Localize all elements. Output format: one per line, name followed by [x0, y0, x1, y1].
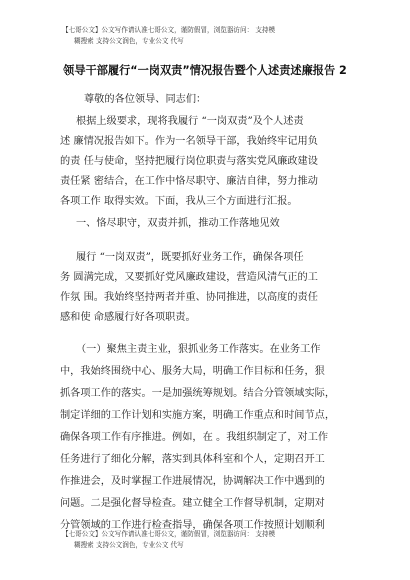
banner-line: 【七哥公文】公文写作请认准七哥公文，谨防假冒，浏览器访问： 支持模	[62, 530, 276, 538]
section-heading: 一、恪尽职守，双责并抓，推动工作落地见效	[76, 218, 280, 229]
document-title: 领导干部履行“一岗双责”情况报告暨个人述责述廉报告 2	[63, 64, 347, 77]
paragraph-line: 根据上级要求，现将我履行 “一岗双责”及个人述责	[76, 116, 304, 127]
paragraph-line: 作氛 围。我始终坚持两者并重、协同推进，以高度的责任	[60, 292, 318, 303]
paragraph-line: 责任紧 密结合，在工作中恪尽职守、廉洁自律，努力推动	[60, 176, 318, 187]
watermark-banner-top	[62, 25, 362, 47]
paragraph-line: 制定详细的工作计划和实施方案，明确工作重点和时间节点，	[60, 410, 336, 421]
paragraph-line: 述 廉情况报告如下。作为一名领导干部，我始终牢记用负	[60, 136, 318, 147]
paragraph-line: 各项工作 取得实效。下面，我从三个方面进行汇报。	[60, 196, 298, 207]
paragraph-line: 感和使 命感履行好各项职责。	[60, 312, 196, 323]
watermark-banner-bottom	[62, 529, 362, 551]
paragraph-line: 抓各项工作的落实。一是加强统筹规划。结合分管领域实际，	[60, 388, 336, 399]
banner-line: 糊搜索 支持公文润色，专业公文 代写	[74, 541, 184, 549]
paragraph-line: 的责 任与使命，坚持把履行岗位职责与落实党风廉政建设	[60, 156, 318, 167]
salutation: 尊敬的各位领导、同志们：	[84, 94, 207, 105]
paragraph-line: 作推进会，及时掌握工作进展情况，协调解决工作中遇到的	[60, 476, 325, 487]
paragraph-line: 确保各项工作有序推进。例如，在 。我组织制定了，对工作	[60, 432, 329, 443]
paragraph-line: 履行 “一岗双责”，既要抓好业务工作，确保各项任	[76, 252, 304, 263]
paragraph-line: 务 圆满完成，又要抓好党风廉政建设，营造风清气正的工	[60, 272, 318, 283]
banner-line: 【七哥公文】公文写作请认准七哥公文，谨防假冒，浏览器访问： 支持模	[62, 26, 276, 34]
paragraph-line: 任务进行了细化分解，落实到具体科室和个人，定期召开工	[60, 454, 325, 465]
banner-line: 糊搜索 支持公文润色，专业公文 代写	[74, 37, 184, 45]
paragraph-line: 分管领域的工作进行检查指导，确保各项工作按照计划顺利	[60, 520, 325, 531]
subsection-line: （一）聚焦主责主业，狠抓业务工作落实。在业务工作	[76, 344, 321, 355]
paragraph-line: 问题。二是强化督导检查。建立健全工作督导机制，定期对	[60, 498, 325, 509]
paragraph-line: 中，我始终围绕中心、服务大局，明确工作目标和任务，狠	[60, 366, 325, 377]
